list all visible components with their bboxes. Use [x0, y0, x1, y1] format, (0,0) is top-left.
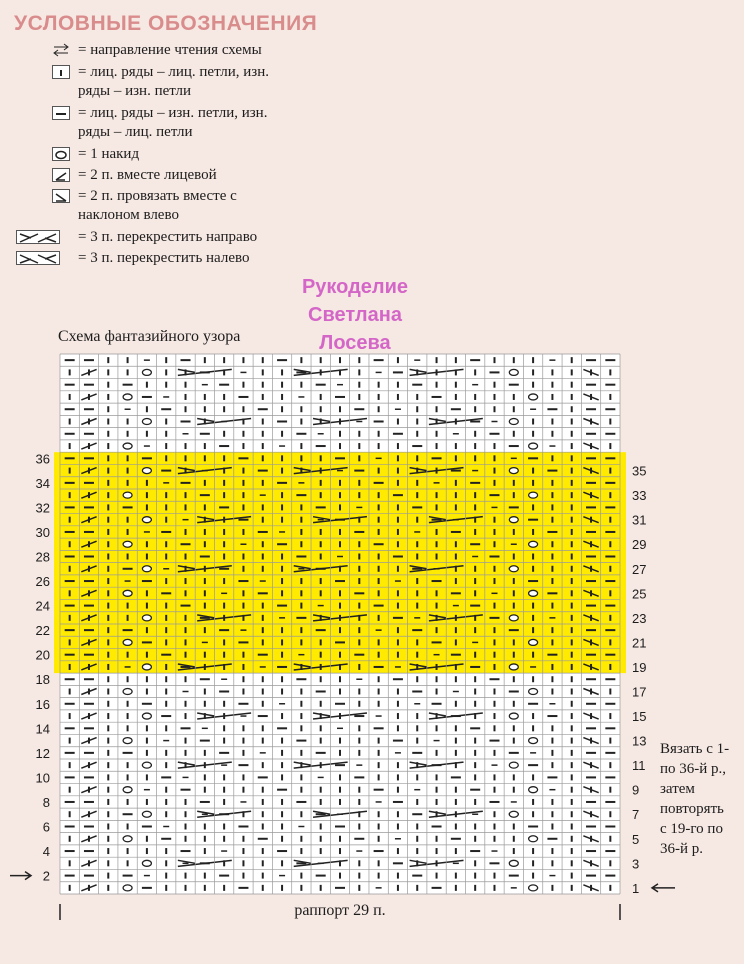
legend-item-text-line2: ряды – изн. петли [78, 83, 191, 99]
yarn-over-mark [142, 860, 151, 866]
row-label-left: 2 [42, 868, 50, 884]
row-label-left: 34 [35, 475, 50, 491]
row-label-right: 21 [632, 635, 647, 651]
yarn-over-mark [529, 394, 538, 400]
yarn-over-mark [509, 860, 518, 866]
yarn-over-mark [142, 468, 151, 474]
row-label-right: 17 [632, 684, 647, 700]
yarn-over-mark [529, 639, 538, 645]
row-label-right: 31 [632, 512, 647, 528]
yarn-over-mark [529, 590, 538, 596]
row-label-right: 13 [632, 733, 647, 749]
row-label-left: 30 [35, 524, 50, 540]
row-label-left: 10 [35, 770, 50, 786]
row-label-left: 24 [35, 598, 50, 614]
yarn-over-mark [509, 517, 518, 523]
yarn-over-mark [142, 615, 151, 621]
row-label-right: 25 [632, 586, 647, 602]
row-label-right: 5 [632, 831, 640, 847]
yarn-over-mark [529, 492, 538, 498]
row-label-right: 3 [632, 856, 640, 872]
legend-title: УСЛОВНЫЕ ОБОЗНАЧЕНИЯ [14, 12, 318, 35]
row-label-left: 36 [35, 451, 50, 467]
legend-item-text: = лиц. ряды – лиц. петли, изн. ряды – изн. петли [78, 64, 270, 99]
row-label-left: 8 [42, 794, 50, 810]
yarn-over-mark [123, 689, 132, 695]
row-label-right: 15 [632, 709, 647, 725]
yarn-over-mark [142, 664, 151, 670]
row-label-left: 6 [42, 819, 50, 835]
yarn-over-mark [123, 639, 132, 645]
row-label-left: 14 [35, 721, 50, 737]
legend-item-text: = 3 п. перекрестить налево [78, 250, 250, 266]
row-label-right: 29 [632, 537, 647, 553]
yarn-over-mark [142, 762, 151, 768]
yarn-over-mark [142, 566, 151, 572]
row-label-right: 27 [632, 561, 647, 577]
watermark-line: Лосева [319, 332, 391, 354]
row-label-right: 7 [632, 807, 640, 823]
yarn-over-mark [509, 664, 518, 670]
yarn-over-mark [123, 590, 132, 596]
direction-arrow-right-icon [10, 872, 31, 880]
legend-item-text: = 3 п. перекрестить направо [78, 229, 258, 245]
legend-item-text: = 2 п. провязать вместе с наклоном влево [78, 188, 237, 223]
yarn-over-mark [142, 369, 151, 375]
yarn-over-mark [142, 419, 151, 425]
direction-arrow-left-icon [652, 884, 675, 892]
yarn-over-mark [142, 517, 151, 523]
chart-title: Схема фантазийного узора [58, 328, 241, 345]
yarn-over-mark [142, 713, 151, 719]
yarn-over-mark [529, 443, 538, 449]
yarn-over-mark [509, 369, 518, 375]
yarn-over-mark [142, 811, 151, 817]
yarn-over-mark [509, 468, 518, 474]
row-label-left: 32 [35, 500, 50, 516]
yarn-over-mark [529, 541, 538, 547]
legend-item-text: = направление чтения схемы [78, 42, 262, 58]
legend-item-text-line2: наклоном влево [78, 207, 179, 223]
yarn-over-mark [529, 738, 538, 744]
yarn-over-mark [509, 762, 518, 768]
row-label-left: 4 [42, 844, 50, 860]
row-label-right: 23 [632, 610, 647, 626]
yarn-over-mark [529, 885, 538, 891]
yarn-over-mark [123, 738, 132, 744]
row-label-right: 33 [632, 488, 647, 504]
yarn-over-mark [529, 787, 538, 793]
yarn-over-mark [509, 419, 518, 425]
yarn-over-mark [509, 615, 518, 621]
row-label-left: 22 [35, 623, 50, 639]
yarn-over-mark [123, 541, 132, 547]
legend-item-text: = 2 п. вместе лицевой [78, 167, 217, 183]
watermark-line: Рукоделие [301, 276, 409, 298]
yarn-over-mark [509, 811, 518, 817]
row-label-right: 1 [632, 880, 640, 896]
row-label-left: 26 [35, 574, 50, 590]
yarn-over-mark [123, 492, 132, 498]
yarn-over-mark [123, 885, 132, 891]
yarn-over-mark [529, 689, 538, 695]
watermark-line: Светлана [308, 304, 402, 326]
yarn-over-mark [123, 787, 132, 793]
row-label-right: 9 [632, 782, 640, 798]
yarn-over-mark [123, 836, 132, 842]
row-label-right: 11 [632, 758, 646, 774]
row-label-right: 35 [632, 463, 647, 479]
yarn-over-mark [123, 394, 132, 400]
row-label-left: 16 [35, 696, 50, 712]
rapport-label: раппорт 29 п. [294, 902, 386, 919]
row-label-left: 20 [35, 647, 50, 663]
side-note: Вязать с 1- по 36-й р., затем повторять с 19-го по 36-й р. [660, 741, 730, 857]
row-label-right: 19 [632, 659, 647, 675]
row-label-left: 12 [35, 745, 50, 761]
yarn-over-mark [529, 836, 538, 842]
yarn-over-mark [509, 566, 518, 572]
row-label-left: 28 [35, 549, 50, 565]
yarn-over-mark [123, 443, 132, 449]
legend-item-text: = лиц. ряды – изн. петли, изн. ряды – лиц. петли [78, 105, 268, 140]
yarn-over-mark [509, 713, 518, 719]
row-label-left: 18 [35, 672, 50, 688]
legend-item-text-line2: ряды – лиц. петли [78, 124, 193, 140]
legend-item-text: = 1 накид [78, 146, 140, 162]
